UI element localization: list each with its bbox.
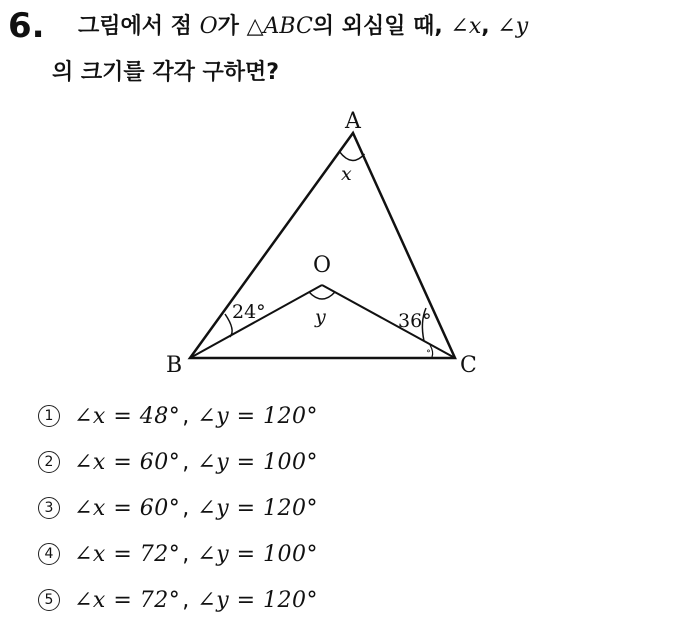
- choice-3[interactable]: 3 ∠x = 60° , ∠y = 120°: [38, 490, 318, 526]
- choice-angle-y: ∠y = 120°: [197, 587, 319, 613]
- choice-marker: 3: [38, 497, 60, 519]
- question-number: 6.: [8, 6, 45, 46]
- choice-marker: 5: [38, 589, 60, 611]
- angle-label-y: y: [315, 306, 326, 328]
- vertex-label-o: O: [313, 253, 332, 278]
- choice-angle-x: ∠x = 60°: [74, 449, 181, 475]
- question-text-line-2: 의 크기를 각각 구하면?: [52, 60, 280, 85]
- angle-y-reference: ∠y: [497, 14, 529, 39]
- segment-oc: [322, 285, 455, 358]
- angle-label-x: x: [341, 163, 352, 185]
- angle-x-reference: ∠x: [450, 14, 482, 39]
- triangle-reference: △ABC: [246, 14, 313, 39]
- question-text-part: 가: [217, 14, 247, 39]
- choice-marker: 2: [38, 451, 60, 473]
- choice-angle-x: ∠x = 72°: [74, 541, 181, 567]
- vertex-label-c: C: [460, 353, 477, 378]
- question-text-part: 그림에서 점: [78, 14, 200, 39]
- angle-label-24: 24°: [232, 301, 266, 323]
- choice-angle-x: ∠x = 72°: [74, 587, 181, 613]
- choice-angle-x: ∠x = 48°: [74, 403, 181, 429]
- choice-5[interactable]: 5 ∠x = 72° , ∠y = 120°: [38, 582, 318, 618]
- angle-arc-o: [309, 292, 335, 299]
- choice-angle-y: ∠y = 120°: [197, 403, 319, 429]
- vertex-label-b: B: [166, 353, 183, 378]
- choice-4[interactable]: 4 ∠x = 72° , ∠y = 100°: [38, 536, 318, 572]
- question-text-part: 의 외심일 때,: [312, 14, 451, 39]
- choice-angle-y: ∠y = 100°: [197, 541, 319, 567]
- angle-label-36: 36°: [398, 310, 432, 332]
- question-text-part: ,: [481, 14, 498, 39]
- choice-angle-y: ∠y = 120°: [197, 495, 319, 521]
- vertex-label-a: A: [345, 109, 361, 134]
- angle-label-c-inner: ∘: [426, 346, 431, 357]
- choice-marker: 4: [38, 543, 60, 565]
- choice-2[interactable]: 2 ∠x = 60° , ∠y = 100°: [38, 444, 318, 480]
- choice-angle-y: ∠y = 100°: [197, 449, 319, 475]
- point-o-reference: O: [199, 14, 218, 39]
- choice-angle-x: ∠x = 60°: [74, 495, 181, 521]
- choice-1[interactable]: 1 ∠x = 48° , ∠y = 120°: [38, 398, 318, 434]
- choice-marker: 1: [38, 405, 60, 427]
